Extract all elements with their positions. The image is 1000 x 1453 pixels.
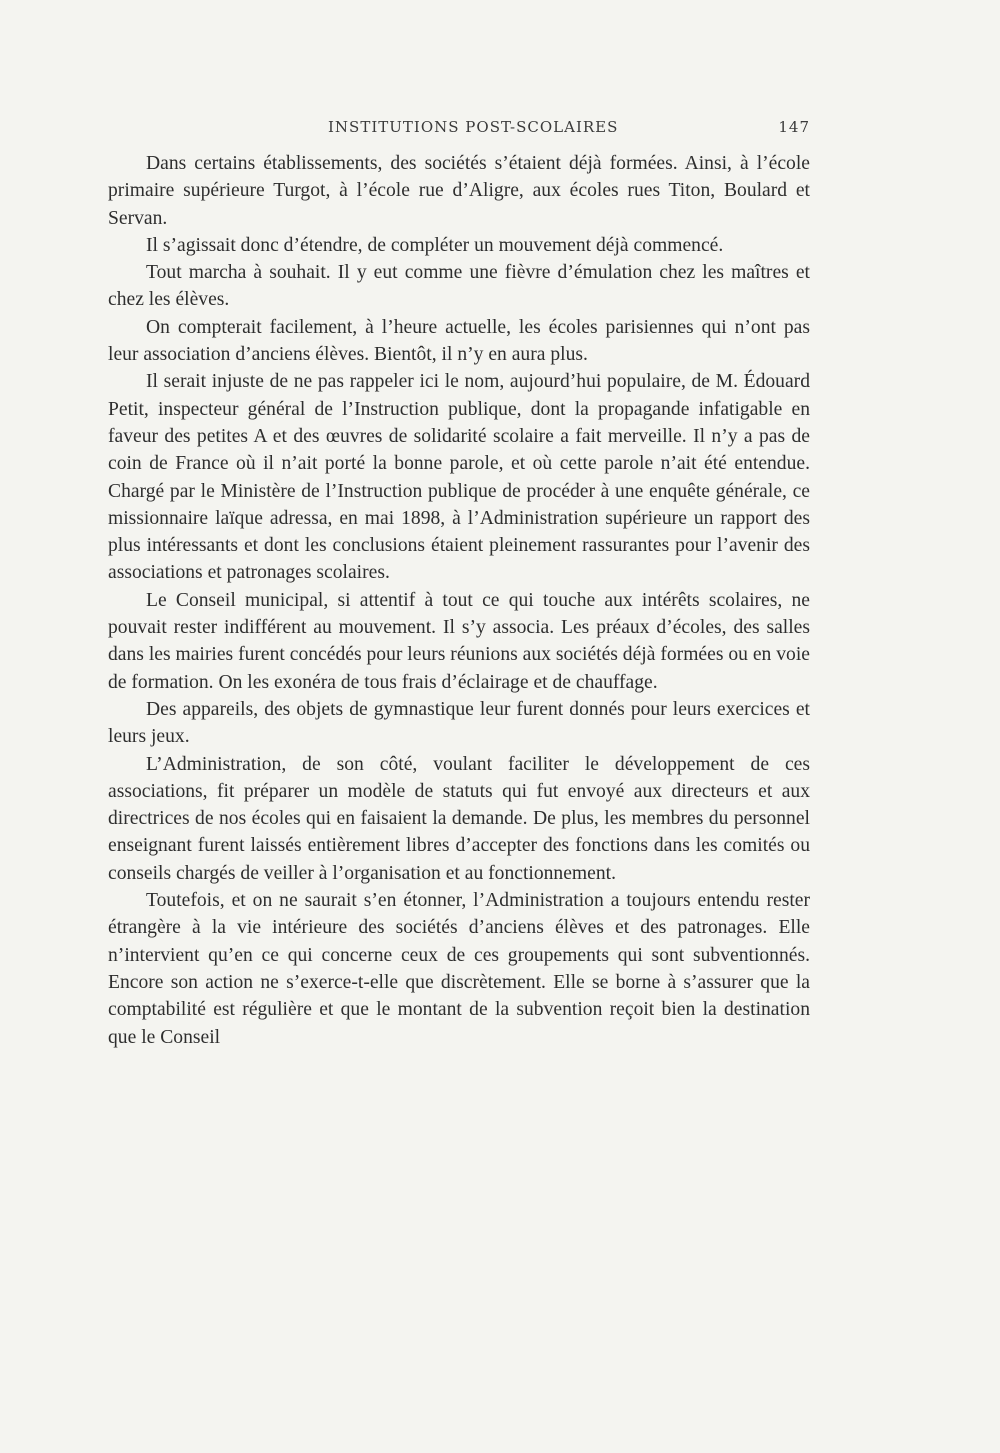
paragraph: On compterait facilement, à l’heure actuelle, les écoles parisiennes qui n’ont pas leur association d’anciens élèves. Bientôt, il n’y en aura plus.	[108, 316, 810, 366]
paragraph: Des appareils, des objets de gymnastique leur furent donnés pour leurs exercices et leurs jeux.	[108, 698, 810, 748]
paragraph: Il s’agissait donc d’étendre, de compléter un mouvement déjà commencé.	[146, 234, 724, 256]
paragraph: Toutefois, et on ne saurait s’en étonner, l’Administration a toujours entendu rester étrangère à la vie intérieure des sociétés d’anciens élèves et des patronages. Elle n’intervient qu’en ce qui concerne ceux de ces groupements qui sont subventionnés. Encore son action ne s’exerce-t-elle que discrètement. Elle se borne à s’assurer que la comptabilité est régulière et que le montant de la subvention reçoit bien la destination que le Conseil	[108, 890, 810, 1048]
paragraph: Le Conseil municipal, si attentif à tout ce qui touche aux intérêts scolaires, ne pouvait rester indifférent au mouvement. Il s’y associa. Les préaux d’écoles, des salles dans les mairies furent concédés pour leurs réunions aux sociétés déjà formées ou en voie de formation. On les exonéra de tous frais d’éclairage et de chauffage.	[108, 589, 810, 693]
body-text	[108, 150, 810, 1051]
paragraph: L’Administration, de son côté, voulant faciliter le développement de ces associations, fit préparer un modèle de statuts qui fut envoyé aux directeurs et aux directrices de nos écoles qui en faisaient la demande. De plus, les membres du personnel enseignant furent laissés entièrement libres d’accepter des fonctions dans les comités ou conseils chargés de veiller à l’organisation et au fonctionnement.	[108, 753, 810, 884]
page-number: 147	[778, 118, 810, 136]
paragraph: Il serait injuste de ne pas rappeler ici le nom, aujourd’hui populaire, de M. Édouard Petit, inspecteur général de l’Instruction publique, dont la propagande infatigable en faveur des petites A et des œuvres de solidarité scolaire a fait merveille. Il n’y a pas de coin de France où il n’ait porté la bonne parole, et où cette parole n’ait été entendue. Chargé par le Ministère de l’Instruction publique de procéder à une enquête générale, ce missionnaire laïque adressa, en mai 1898, à l’Administration supérieure un rapport des plus intéressants et dont les conclusions étaient pleinement rassurantes pour l’avenir des associations et patronages scolaires.	[108, 371, 810, 584]
paragraph: Tout marcha à souhait. Il y eut comme une fièvre d’émulation chez les maîtres et chez les élèves.	[108, 262, 810, 311]
running-head-title: INSTITUTIONS POST-SCOLAIRES	[328, 118, 619, 136]
paragraph: Dans certains établissements, des sociétés s’étaient déjà formées. Ainsi, à l’école primaire supérieure Turgot, à l’école rue d’Aligre, aux écoles rues Titon, Boulard et Servan.	[108, 153, 810, 229]
running-head	[108, 118, 810, 142]
